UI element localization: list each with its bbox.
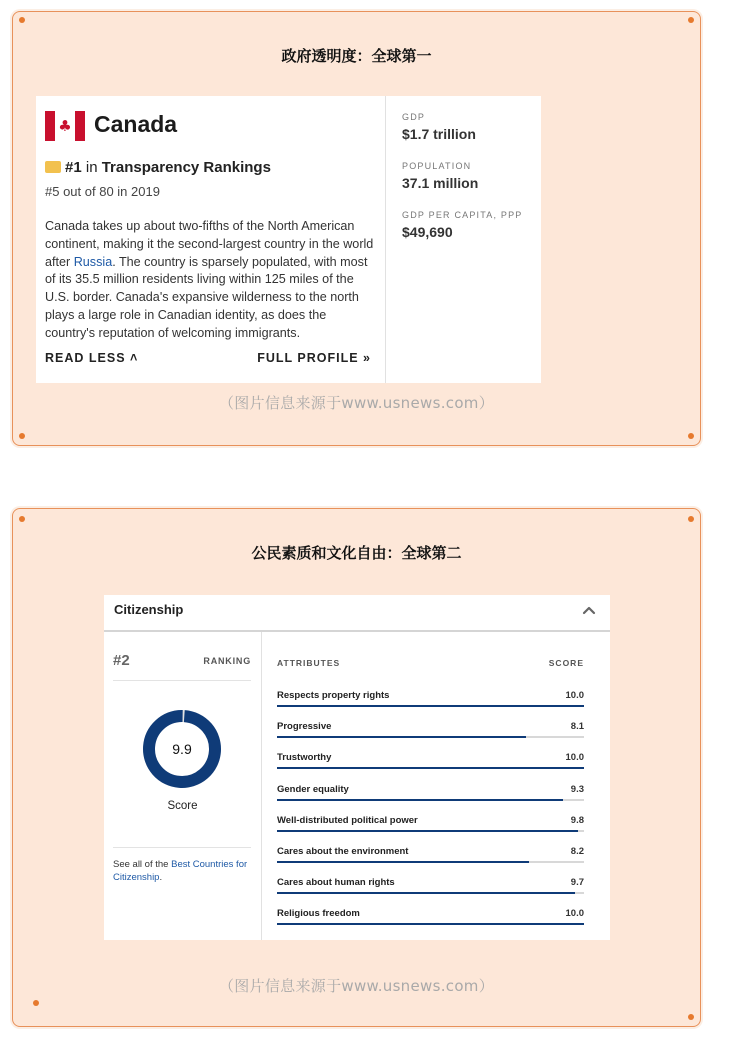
- attribute-bar-fill: [277, 767, 584, 769]
- ranking-label: RANKING: [203, 656, 251, 666]
- rank-subtext: #5 out of 80 in 2019: [45, 184, 160, 199]
- attribute-bar-fill: [277, 799, 563, 801]
- canada-flag-icon: [45, 111, 85, 141]
- ranking-line: [45, 159, 271, 176]
- score-label: Score: [167, 800, 198, 812]
- attribute-name: Respects property rights: [277, 690, 390, 701]
- attribute-bar-track: [277, 923, 584, 925]
- citizenship-header[interactable]: [104, 595, 610, 632]
- desc-text: Canada takes up about two-fifths of the North American continent, making it the second-largest country in the world after: [45, 219, 374, 269]
- attribute-score: 8.1: [570, 721, 584, 733]
- corner-dot-icon: [688, 17, 694, 23]
- attribute-row: [277, 877, 584, 908]
- attribute-row: [277, 752, 584, 783]
- desc-text: . The country is sparsely populated, with most of its 35.5 million residents living within 125 miles of the U.S. border. Canada's expansive wilderness to the north plays a large role in Canadian identity, as does the country's reputation of welcoming immigrants.: [45, 254, 368, 340]
- see-all-suffix: .: [159, 872, 163, 883]
- stat-value-gdp-per-capita: $49,690: [402, 224, 453, 240]
- stat-label-gdp-per-capita: GDP PER CAPITA, PPP: [402, 210, 523, 220]
- citizenship-panel: [104, 595, 610, 940]
- corner-dot-icon: [19, 17, 25, 23]
- rank-number: #1: [65, 159, 82, 176]
- see-all-prefix: See all of the: [113, 859, 172, 870]
- attribute-name: Well-distributed political power: [277, 814, 418, 826]
- donut-score-icon: [142, 709, 222, 789]
- attribute-bar-fill: [277, 705, 584, 707]
- country-profile-panel: [36, 96, 541, 383]
- attribute-name: Cares about the environment: [277, 846, 409, 857]
- stat-value-gdp: $1.7 trillion: [402, 126, 476, 142]
- corner-dot-icon: [688, 516, 694, 522]
- citizenship-rank: #2: [113, 652, 130, 669]
- rank-in: in: [81, 159, 102, 176]
- attribute-bar-track: [277, 799, 584, 801]
- attribute-row: [277, 784, 584, 815]
- rank-category[interactable]: Transparency Rankings: [101, 159, 271, 176]
- stat-value-population: 37.1 million: [402, 175, 479, 191]
- full-profile-link[interactable]: FULL PROFILE »: [257, 351, 371, 365]
- ranking-column: [104, 632, 262, 940]
- attribute-bar-track: [277, 705, 584, 707]
- divider: [113, 680, 251, 681]
- source-note: （图片信息来源于www.usnews.com）: [218, 977, 495, 995]
- transparency-card: [12, 11, 701, 446]
- attribute-name: Trustworthy: [277, 752, 332, 764]
- corner-dot-icon: [33, 1000, 39, 1006]
- attribute-score: 8.2: [570, 846, 584, 857]
- attribute-score: 10.0: [565, 690, 584, 701]
- corner-dot-icon: [19, 516, 25, 522]
- attribute-score: 9.8: [570, 814, 584, 826]
- attribute-bar-track: [277, 830, 584, 832]
- attribute-bar-fill: [277, 830, 578, 832]
- best-countries-link[interactable]: Best Countries for Citizenship: [113, 859, 248, 883]
- section-title: 公民素质和文化自由：全球第二: [251, 544, 462, 562]
- attributes-header: ATTRIBUTES: [277, 658, 341, 668]
- attribute-bar-fill: [277, 861, 529, 863]
- divider: [113, 847, 251, 848]
- section-title: 政府透明度：全球第一: [281, 47, 432, 65]
- attribute-bar-track: [277, 861, 584, 863]
- corner-dot-icon: [688, 433, 694, 439]
- source-note: （图片信息来源于www.usnews.com）: [218, 394, 495, 412]
- score-header: SCORE: [548, 658, 584, 668]
- attribute-row: [277, 690, 584, 721]
- country-profile-main: [36, 96, 386, 383]
- attribute-name: Gender equality: [277, 783, 349, 795]
- attribute-row: [277, 908, 584, 939]
- citizenship-title: Citizenship: [114, 602, 184, 617]
- country-description: [45, 218, 375, 343]
- attribute-bar-track: [277, 892, 584, 894]
- attribute-row: [277, 721, 584, 752]
- russia-link[interactable]: Russia: [73, 254, 113, 269]
- corner-dot-icon: [19, 433, 25, 439]
- chevron-up-icon[interactable]: [582, 605, 596, 615]
- attribute-bar-fill: [277, 892, 575, 894]
- read-less-button[interactable]: READ LESS ˄: [45, 351, 139, 365]
- attribute-row: [277, 815, 584, 846]
- attribute-bar-track: [277, 736, 584, 738]
- maple-leaf-icon: ♣: [58, 116, 72, 135]
- attribute-bar-track: [277, 767, 584, 769]
- attribute-name: Cares about human rights: [277, 877, 395, 889]
- score-value: 9.9: [172, 741, 192, 757]
- attribute-score: 9.3: [570, 783, 584, 795]
- citizenship-card: [12, 508, 701, 1027]
- folder-icon: [45, 161, 61, 173]
- attribute-bar-fill: [277, 923, 584, 925]
- stat-label-gdp: GDP: [402, 112, 426, 122]
- attribute-name: Progressive: [277, 721, 332, 733]
- attribute-bar-fill: [277, 736, 526, 738]
- attribute-score: 10.0: [565, 908, 584, 920]
- attribute-score: 9.7: [570, 877, 584, 889]
- attribute-row: [277, 846, 584, 877]
- country-name: Canada: [94, 111, 178, 137]
- corner-dot-icon: [688, 1014, 694, 1020]
- see-all-text: [113, 858, 253, 884]
- attribute-name: Religious freedom: [277, 908, 360, 920]
- stat-label-population: POPULATION: [402, 161, 472, 171]
- attribute-score: 10.0: [565, 752, 584, 764]
